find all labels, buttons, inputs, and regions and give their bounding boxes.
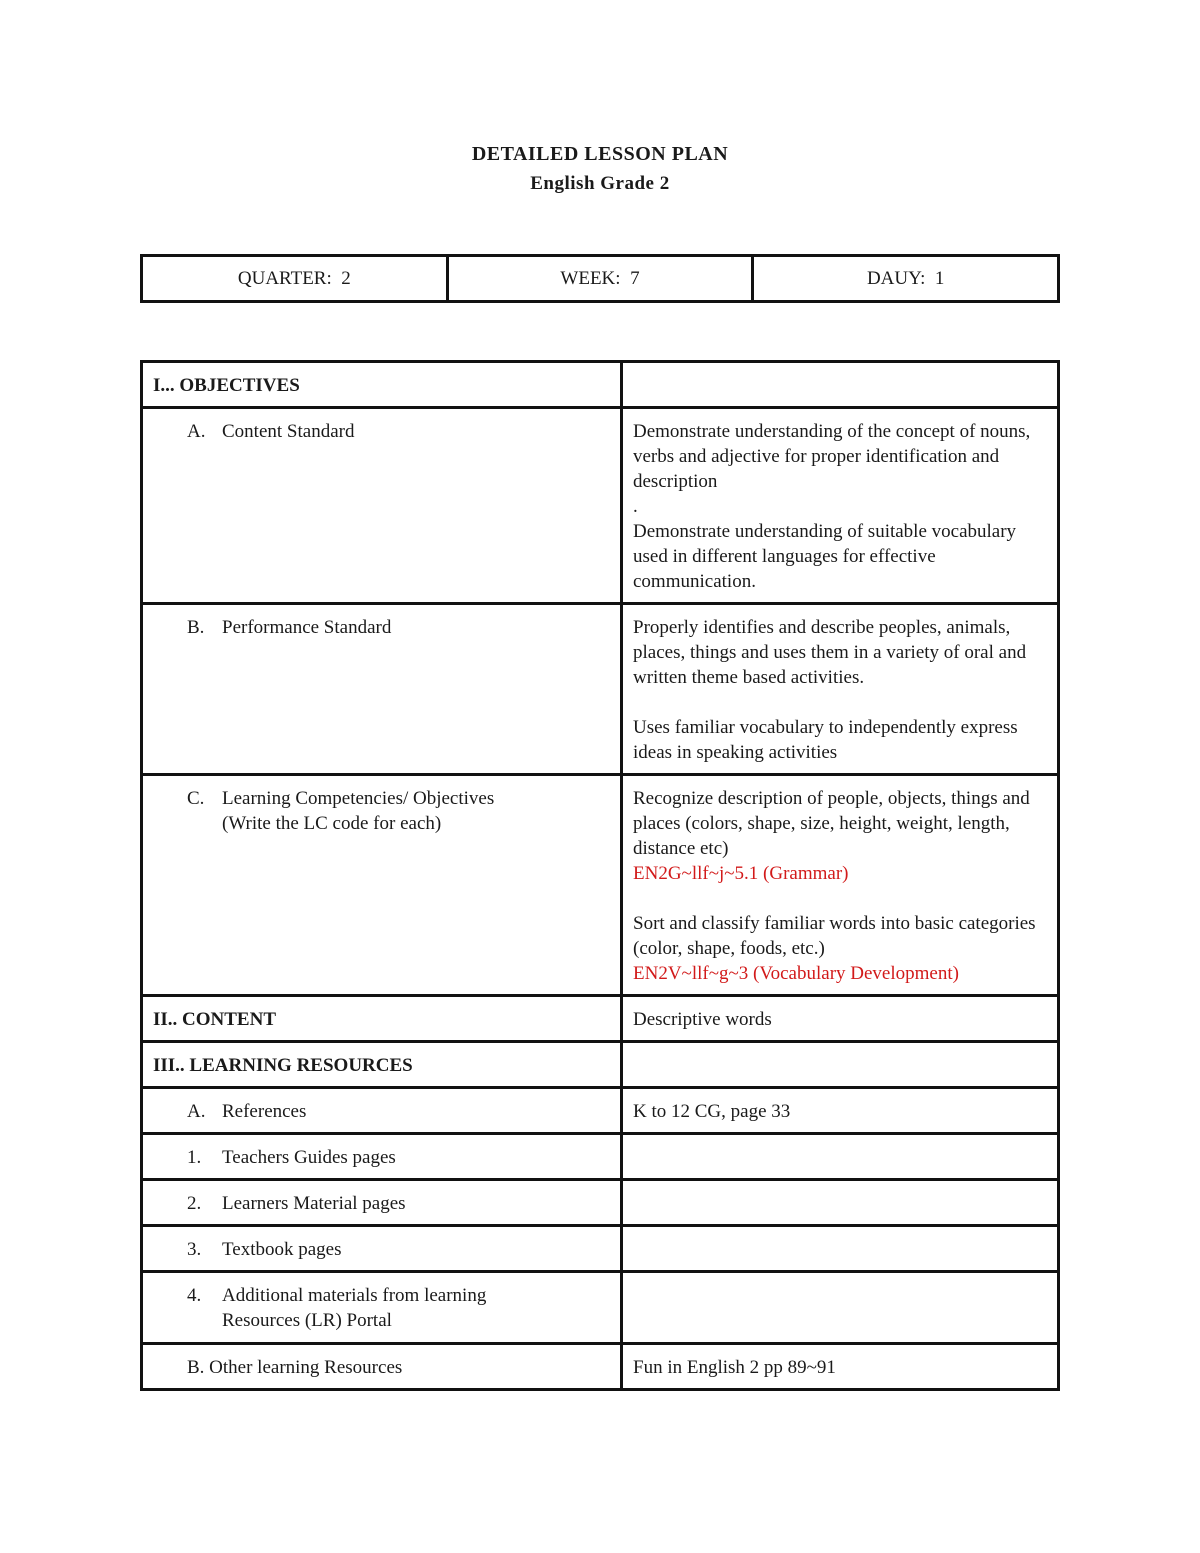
teachers-guides-label-cell: [142, 1134, 622, 1180]
list-marker: C.: [187, 788, 205, 809]
quarter-value: 2: [341, 267, 351, 289]
content-standard-label: Content Standard: [222, 421, 355, 442]
performance-standard-value-cell: [622, 604, 1059, 775]
list-marker: 1.: [187, 1147, 202, 1168]
day-label: DAUY:: [866, 267, 926, 289]
objectives-value: [622, 362, 1059, 408]
competencies-text-1: Recognize description of people, objects, things and places (colors, shape, size, height, weight, length, distance etc): [633, 788, 1030, 859]
content-standard-value-cell: [622, 408, 1059, 604]
quarter-label: QUARTER:: [237, 267, 332, 289]
week-cell: [447, 256, 753, 302]
additional-materials-value: [622, 1272, 1059, 1344]
textbook-label-cell: [142, 1226, 622, 1272]
resources-heading: III.. LEARNING RESOURCES: [142, 1042, 622, 1088]
references-value: K to 12 CG, page 33: [622, 1088, 1059, 1134]
table-row: [142, 775, 1059, 996]
learners-material-value: [622, 1180, 1059, 1226]
table-row: [142, 1180, 1059, 1226]
competencies-text-2: Sort and classify familiar words into basic categories (color, shape, foods, etc.): [633, 913, 1036, 959]
competencies-label-line-1: Learning Competencies/ Objectives: [222, 788, 495, 809]
resources-value: [622, 1042, 1059, 1088]
list-marker: 3.: [187, 1239, 202, 1260]
other-resources-value: Fun in English 2 pp 89~91: [622, 1344, 1059, 1390]
table-row: [142, 1226, 1059, 1272]
textbook-label: Textbook pages: [222, 1239, 342, 1260]
schedule-table: [140, 254, 1060, 303]
additional-materials-label-cell: [142, 1272, 622, 1344]
teachers-guides-value: [622, 1134, 1059, 1180]
table-row: [142, 1042, 1059, 1088]
table-row: [142, 1272, 1059, 1344]
list-marker: B.: [187, 617, 205, 638]
table-row: [142, 996, 1059, 1042]
performance-standard-label: Performance Standard: [222, 617, 392, 638]
textbook-value: [622, 1226, 1059, 1272]
content-heading: II.. CONTENT: [142, 996, 622, 1042]
list-marker: 2.: [187, 1193, 202, 1214]
other-resources-label: B. Other learning Resources: [142, 1344, 622, 1390]
week-value: 7: [630, 267, 640, 289]
performance-standard-label-cell: [142, 604, 622, 775]
learners-material-label: Learners Material pages: [222, 1193, 406, 1214]
table-row: [142, 1344, 1059, 1390]
content-standard-dot: .: [633, 496, 638, 517]
teachers-guides-label: Teachers Guides pages: [222, 1147, 396, 1168]
document-title: DETAILED LESSON PLAN: [471, 143, 729, 165]
list-marker: A.: [187, 421, 206, 442]
references-label: References: [222, 1101, 307, 1122]
competencies-value-cell: [622, 775, 1059, 996]
content-standard-text-2: Demonstrate understanding of suitable vocabulary used in different languages for effective communication.: [633, 521, 1017, 592]
list-marker: A.: [187, 1101, 206, 1122]
document-subtitle: English Grade 2: [530, 173, 670, 194]
performance-standard-text-2: Uses familiar vocabulary to independently express ideas in speaking activities: [633, 717, 1018, 763]
competencies-label-line-2: (Write the LC code for each): [222, 813, 442, 834]
week-label: WEEK:: [560, 267, 621, 289]
references-label-cell: [142, 1088, 622, 1134]
competencies-label-cell: [142, 775, 622, 996]
content-standard-text-1: Demonstrate understanding of the concept of nouns, verbs and adjective for proper identification and description: [633, 421, 1031, 492]
content-value: Descriptive words: [622, 996, 1059, 1042]
table-row: [142, 604, 1059, 775]
table-row: [142, 1134, 1059, 1180]
learners-material-label-cell: [142, 1180, 622, 1226]
day-value: 1: [934, 267, 945, 289]
content-standard-label-cell: [142, 408, 622, 604]
additional-materials-label: Additional materials from learning Resources (LR) Portal: [222, 1285, 487, 1331]
table-row: [142, 1088, 1059, 1134]
competency-code-vocabulary: EN2V~llf~g~3 (Vocabulary Development): [633, 963, 959, 984]
table-row: [142, 408, 1059, 604]
lesson-plan-table: [140, 360, 1060, 1391]
objectives-heading: I... OBJECTIVES: [142, 362, 622, 408]
list-marker: 4.: [187, 1285, 202, 1306]
day-cell: [753, 256, 1059, 302]
table-row: [142, 362, 1059, 408]
competency-code-grammar: EN2G~llf~j~5.1 (Grammar): [633, 863, 849, 884]
performance-standard-text-1: Properly identifies and describe peoples, animals, places, things and uses them in a variety of oral and written theme based activities.: [633, 617, 1027, 688]
quarter-cell: [142, 256, 448, 302]
